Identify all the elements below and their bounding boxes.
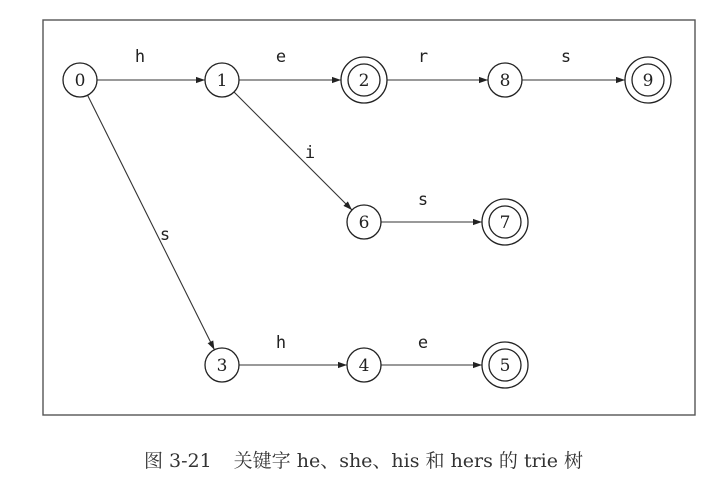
caption-text: 关键字 he、she、his 和 hers 的 trie 树 bbox=[233, 450, 584, 472]
edge-label-0-3: s bbox=[159, 225, 171, 245]
node-label-3: 3 bbox=[216, 356, 228, 376]
node-7 bbox=[482, 199, 528, 245]
node-label-7: 7 bbox=[499, 213, 511, 233]
node-4 bbox=[347, 348, 381, 382]
edge-label-6-7: s bbox=[417, 190, 429, 210]
edge-label-8-9: s bbox=[560, 47, 572, 67]
node-label-4: 4 bbox=[358, 356, 370, 376]
edge-label-1-6: i bbox=[304, 143, 316, 163]
node-2 bbox=[341, 57, 387, 103]
node-5 bbox=[482, 342, 528, 388]
edge-label-3-4: h bbox=[275, 333, 287, 353]
node-label-2: 2 bbox=[358, 71, 370, 91]
node-label-8: 8 bbox=[499, 71, 511, 91]
edge-label-0-1: h bbox=[134, 47, 146, 67]
edge-0-3 bbox=[88, 95, 215, 350]
node-9 bbox=[625, 57, 671, 103]
node-label-6: 6 bbox=[358, 213, 370, 233]
edge-1-6 bbox=[234, 92, 352, 210]
edge-label-1-2: e bbox=[275, 47, 287, 67]
node-label-0: 0 bbox=[74, 71, 86, 91]
node-6 bbox=[347, 205, 381, 239]
node-3 bbox=[205, 348, 239, 382]
node-label-9: 9 bbox=[642, 71, 654, 91]
node-0 bbox=[63, 63, 97, 97]
edge-label-4-5: e bbox=[417, 333, 429, 353]
caption-number: 图 3-21 bbox=[143, 450, 212, 472]
node-label-1: 1 bbox=[216, 71, 228, 91]
node-1 bbox=[205, 63, 239, 97]
edge-label-2-8: r bbox=[417, 47, 429, 67]
node-label-5: 5 bbox=[499, 356, 511, 376]
node-8 bbox=[488, 63, 522, 97]
figure-caption bbox=[0, 446, 727, 473]
